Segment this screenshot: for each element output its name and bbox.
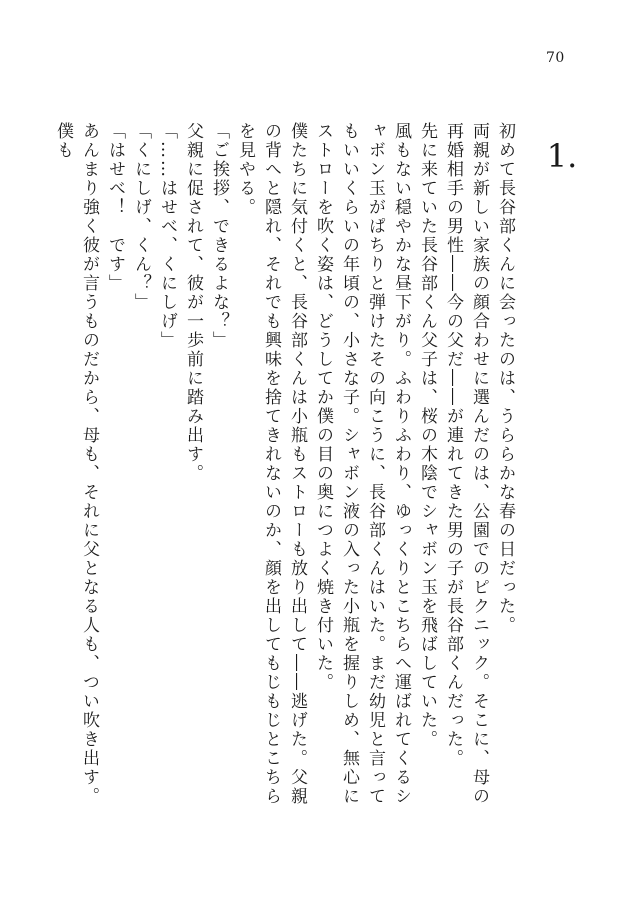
paragraph: 先に来ていた長谷部くん父子は、桜の木陰でシャボン玉を飛ばしていた。 (417, 122, 437, 749)
paragraph: 風もない穏やかな昼下がり。ふわりふわり、ゆっくりとこちらへ運ばれてくるシャボン玉がぱちりと弾けたその向こうに、長谷部くんはいた。まだ幼児と言ってもいいくらいの年頃の、小さな子。シャボン液の入った小瓶を握りしめ、無心にストローを吹く姿は、どうしてか僕の目の奥につよく焼き付いた。 (313, 122, 411, 806)
dialogue-line: 「……はせべ、くにしげ」 (157, 122, 177, 350)
dialogue-line: 「はせべ！ です」 (105, 122, 125, 293)
paragraph: 両親が新しい家族の顔合わせに選んだのは、公園でのピクニック。そこに、母の再婚相手の男性――今の父だ――が連れてきた男の子が長谷部くんだった。 (443, 122, 489, 806)
chapter-number: 1. (546, 137, 578, 175)
paragraph: 父親に促されて、彼が一歩前に踏み出す。 (183, 122, 203, 483)
dialogue-line: 「くにしげ、くん？」 (131, 122, 151, 312)
page-number: 70 (546, 50, 565, 66)
paragraph: あんまり強く彼が言うものだから、母も、それに父となる人も、つい吹き出す。僕も (53, 122, 99, 806)
paragraph: 僕たちに気付くと、長谷部くんは小瓶もストローも放り出して――逃げた。父親の背へと隠れ、それでも興味を捨てきれないのか、顔を出してもじもじとこちらを見やる。 (235, 122, 307, 806)
paragraph: 初めて長谷部くんに会ったのは、うららかな春の日だった。 (495, 122, 515, 635)
body-text (53, 122, 518, 822)
dialogue-line: 「ご挨拶、できるよな？」 (209, 122, 229, 350)
